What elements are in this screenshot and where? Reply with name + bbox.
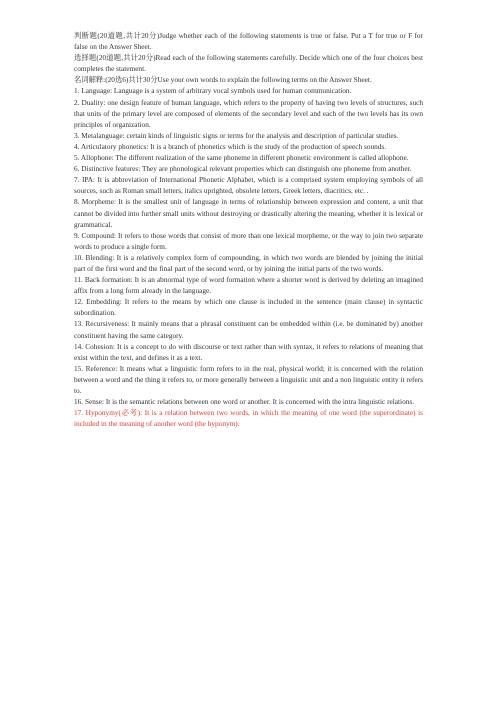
intro-term-definitions: 名词解释:(20选6)共计30分Use your own words to explain the following terms on the Answer Sheet. <box>74 75 372 85</box>
term-hyponymy-highlighted: 17. Hyponymy(必考): It is a relation between two words, in which the meaning of one word (the superordinate) is included in the meaning of another word (the hyponym). <box>74 408 423 429</box>
term-cohesion: 14. Cohesion: It is a concept to do with discourse or text rather than with syntax, it refers to relations of meaning that exist within the text, and defines it as a text. <box>74 341 423 362</box>
term-embedding: 12. Embedding: It refers to the means by which one clause is included in the sentence (main clause) in syntactic subordination. <box>74 297 423 318</box>
term-language: 1. Language: Language is a system of arbitrary vocal symbols used for human communication. <box>74 86 352 96</box>
term-blending: 10. Blending: It is a relatively complex form of compounding, in which two words are blended by joining the initial part of the first word and the final part of the second word, or by joining the initial parts of the two words. <box>74 252 423 273</box>
term-morpheme: 8. Morpheme: It is the smallest unit of language in terms of relationship between expression and content, a unit that cannot be divided into further small units without destroying or drastically altering the meaning, whether it is lexical or grammatical. <box>74 197 423 229</box>
intro-true-false: 判断题(20道题,共计20分)Judge whether each of the following statements is true or false. Put a T for true or F for false on the Answer Sheet. <box>74 31 423 52</box>
term-duality: 2. Duality: one design feature of human language, which refers to the property of having two levels of structures, such that units of the primary level are composed of elements of the secondary level and each of the two levels has its own principles of organization. <box>74 97 423 129</box>
term-articulatory-phonetics: 4. Articulatory phonetics: It is a branch of phonetics which is the study of the production of speech sounds. <box>74 141 387 151</box>
term-metalanguage: 3. Metalanguage: certain kinds of linguistic signs or terms for the analysis and description of particular studies. <box>74 130 399 140</box>
term-allophone: 5. Allophone: The different realization of the same phoneme in different phonetic environment is called allophone. <box>74 153 409 163</box>
intro-multiple-choice: 选择题(20道题,共计20分)Read each of the following statements carefully. Decide which one of the four choices best completes the statement. <box>74 53 423 74</box>
document-body <box>74 30 423 429</box>
term-recursiveness: 13. Recursiveness: It mainly means that a phrasal constituent can be embedded within (i.e. be dominated by) another constituent having the same category. <box>74 319 423 340</box>
term-ipa: 7. IPA: It is abbreviation of International Phonetic Alphabet, which is a comprised system employing symbols of all sources, such as Roman small letters, italics uprighted, obsolete letters, Greek letters, diacritics, etc. . <box>74 175 423 196</box>
term-compound: 9. Compound: It refers to those words that consist of more than one lexical morpheme, or the way to join two separate words to produce a single form. <box>74 230 423 251</box>
term-reference: 15. Reference: It means what a linguistic form refers to in the real, physical world; it is concerned with the relation between a word and the thing it refers to, or more generally between a linguistic unit and a non linguistic entity it refers to. <box>74 363 423 395</box>
term-distinctive-features: 6. Distinctive features: They are phonological relevant properties which can distinguish one phoneme from another. <box>74 164 412 174</box>
term-back-formation: 11. Back formation: It is an abnormal type of word formation where a shorter word is derived by deleting an imagined affix from a long form already in the language. <box>74 275 423 296</box>
term-sense: 16. Sense: It is the semantic relations between one word or another. It is concerned with the intra linguistic relations. <box>74 397 415 407</box>
